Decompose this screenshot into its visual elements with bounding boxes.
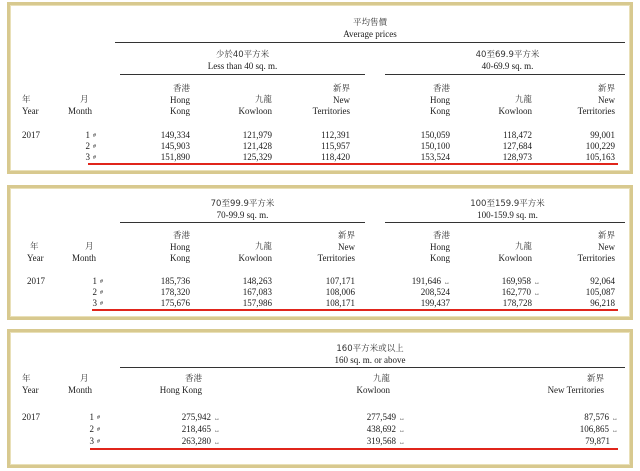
month-cell: 3 # [92, 298, 103, 308]
col-kln-zh: 九龍 [254, 95, 272, 105]
value-cell: 208,524 [420, 287, 450, 297]
value-cell: 127,684 [502, 141, 532, 151]
year-header-en: Year [22, 385, 39, 395]
group-a-rule [120, 74, 365, 75]
col-nt-en2-b: Territories [577, 253, 615, 263]
group-b-rule [385, 74, 625, 75]
year-header-zh: 年 [22, 95, 31, 105]
value-cell: 199,437 [420, 298, 450, 308]
col-hk-en1-b: Hong [430, 95, 450, 105]
col-nt-en2: Territories [317, 253, 355, 263]
col-nt-zh-b: 新界 [597, 231, 615, 241]
month-header-en: Month [68, 385, 93, 395]
month-cell: 2 # [92, 287, 103, 297]
month-header-zh: 月 [85, 242, 94, 252]
value-cell: 105,087 [585, 287, 615, 297]
col-nt-en1: New [333, 95, 350, 105]
col-nt-en2: Territories [312, 106, 350, 116]
value-cell: 107,171 [325, 276, 355, 286]
title-rule [115, 42, 625, 43]
value-cell: 96,218 [590, 298, 615, 308]
col-hk-en2-b: Kong [430, 106, 450, 116]
highlight-underline [90, 448, 618, 450]
year-header-en: Year [27, 253, 44, 263]
group-a-rule [120, 222, 365, 223]
col-hk-zh: 香港 [172, 84, 190, 94]
table-title-zh: 平均售價 [352, 18, 387, 28]
table-panel-small-units [7, 2, 633, 174]
group-rule [120, 367, 625, 368]
col-kln-zh: 九龍 [372, 374, 390, 384]
value-cell: 175,676 [160, 298, 190, 308]
month-header-zh: 月 [80, 374, 89, 384]
month-cell: 1 # [89, 412, 100, 422]
group-a-label-zh: 少於40平方米 [215, 50, 270, 60]
value-cell: 87,576 ↔ [584, 412, 618, 422]
col-nt-zh-b: 新界 [597, 84, 615, 94]
value-cell: 100,229 [585, 141, 615, 151]
col-nt-en1: New [338, 242, 355, 252]
value-cell: 92,064 [590, 276, 615, 286]
col-hk-en1-b: Hong [430, 242, 450, 252]
group-b-label-en: 40-69.9 sq. m. [481, 61, 534, 71]
group-b-label-zh: 40至69.9平方米 [475, 50, 540, 60]
value-cell: 145,903 [160, 141, 190, 151]
value-cell: 125,329 [242, 152, 272, 162]
value-cell: 277,549 ↔ [366, 412, 405, 422]
value-cell: 157,986 [242, 298, 272, 308]
value-cell: 99,001 [590, 130, 615, 140]
col-hk-en2-b: Kong [430, 253, 450, 263]
col-hk-zh-b: 香港 [432, 231, 450, 241]
col-hk-zh: 香港 [184, 374, 202, 384]
col-nt-zh: 新界 [332, 84, 350, 94]
col-nt-zh: 新界 [337, 231, 355, 241]
value-cell: 108,006 [325, 287, 355, 297]
value-cell: 218,465 ↔ [181, 424, 220, 434]
group-b-rule [385, 222, 625, 223]
highlight-underline [92, 309, 618, 311]
year-header-en: Year [22, 106, 39, 116]
value-cell: 149,334 [160, 130, 190, 140]
value-cell: 79,871 [585, 436, 610, 446]
year-value: 2017 [22, 130, 40, 140]
month-cell: 1 # [85, 130, 96, 140]
value-cell: 438,692 ↔ [366, 424, 405, 434]
month-cell: 3 # [85, 152, 96, 162]
year-value: 2017 [27, 276, 45, 286]
group-b-label-en: 100-159.9 sq. m. [477, 210, 538, 220]
group-a-label-zh: 70至99.9平方米 [210, 199, 275, 209]
value-cell: 128,973 [502, 152, 532, 162]
year-header-zh: 年 [30, 242, 39, 252]
col-hk-en2: Kong [170, 106, 190, 116]
month-cell: 1 # [92, 276, 103, 286]
col-hk-en1: Hong [170, 242, 190, 252]
value-cell: 191,646 ↔ [411, 276, 450, 286]
col-hk-en2: Kong [170, 253, 190, 263]
value-cell: 106,865 ↔ [579, 424, 618, 434]
value-cell: 167,083 [242, 287, 272, 297]
value-cell: 185,736 [160, 276, 190, 286]
col-nt-en2-b: Territories [577, 106, 615, 116]
table-panel-large-units [7, 329, 633, 468]
value-cell: 112,391 [321, 130, 350, 140]
group-a-label-en: 70-99.9 sq. m. [216, 210, 269, 220]
year-value: 2017 [22, 412, 40, 422]
value-cell: 148,263 [242, 276, 272, 286]
value-cell: 108,171 [325, 298, 355, 308]
month-header-en: Month [72, 253, 97, 263]
col-kln-zh: 九龍 [254, 242, 272, 252]
value-cell: 121,428 [242, 141, 272, 151]
col-nt-en1-b: New [598, 95, 615, 105]
col-nt-en1-b: New [598, 242, 615, 252]
table-panel-medium-units [7, 185, 633, 320]
value-cell: 169,958 ↔ [501, 276, 540, 286]
col-kln-en: Kowloon [238, 253, 272, 263]
value-cell: 178,320 [160, 287, 190, 297]
group-label-en: 160 sq. m. or above [334, 355, 406, 365]
group-b-label-zh: 100至159.9平方米 [470, 199, 545, 209]
month-header-en: Month [68, 106, 93, 116]
col-kln-zh-b: 九龍 [514, 242, 532, 252]
value-cell: 118,472 [503, 130, 532, 140]
col-kln-en-b: Kowloon [498, 253, 532, 263]
value-cell: 105,163 [585, 152, 615, 162]
month-cell: 2 # [85, 141, 96, 151]
col-hk-en: Hong Kong [159, 385, 202, 395]
col-hk-en1: Hong [170, 95, 190, 105]
value-cell: 118,420 [321, 152, 350, 162]
group-label-zh: 160平方米或以上 [336, 344, 404, 354]
value-cell: 121,979 [242, 130, 272, 140]
value-cell: 162,770 ↔ [501, 287, 540, 297]
value-cell: 263,280 ↔ [181, 436, 220, 446]
month-cell: 3 # [89, 436, 100, 446]
value-cell: 115,957 [321, 141, 350, 151]
value-cell: 319,568 ↔ [366, 436, 405, 446]
value-cell: 178,728 [502, 298, 532, 308]
col-nt-zh: 新界 [586, 374, 604, 384]
table-title-en: Average prices [343, 29, 397, 39]
col-kln-en-b: Kowloon [498, 106, 532, 116]
value-cell: 151,890 [160, 152, 190, 162]
value-cell: 150,059 [420, 130, 450, 140]
col-hk-zh-b: 香港 [432, 84, 450, 94]
value-cell: 275,942 ↔ [181, 412, 220, 422]
value-cell: 150,100 [420, 141, 450, 151]
group-a-label-en: Less than 40 sq. m. [207, 61, 278, 71]
value-cell: 153,524 [420, 152, 450, 162]
highlight-underline [88, 163, 618, 165]
col-kln-en: Kowloon [356, 385, 390, 395]
col-nt-en: New Territories [547, 385, 604, 395]
month-cell: 2 # [89, 424, 100, 434]
col-kln-zh-b: 九龍 [514, 95, 532, 105]
col-hk-zh: 香港 [172, 231, 190, 241]
month-header-zh: 月 [80, 95, 89, 105]
col-kln-en: Kowloon [238, 106, 272, 116]
year-header-zh: 年 [22, 374, 31, 384]
